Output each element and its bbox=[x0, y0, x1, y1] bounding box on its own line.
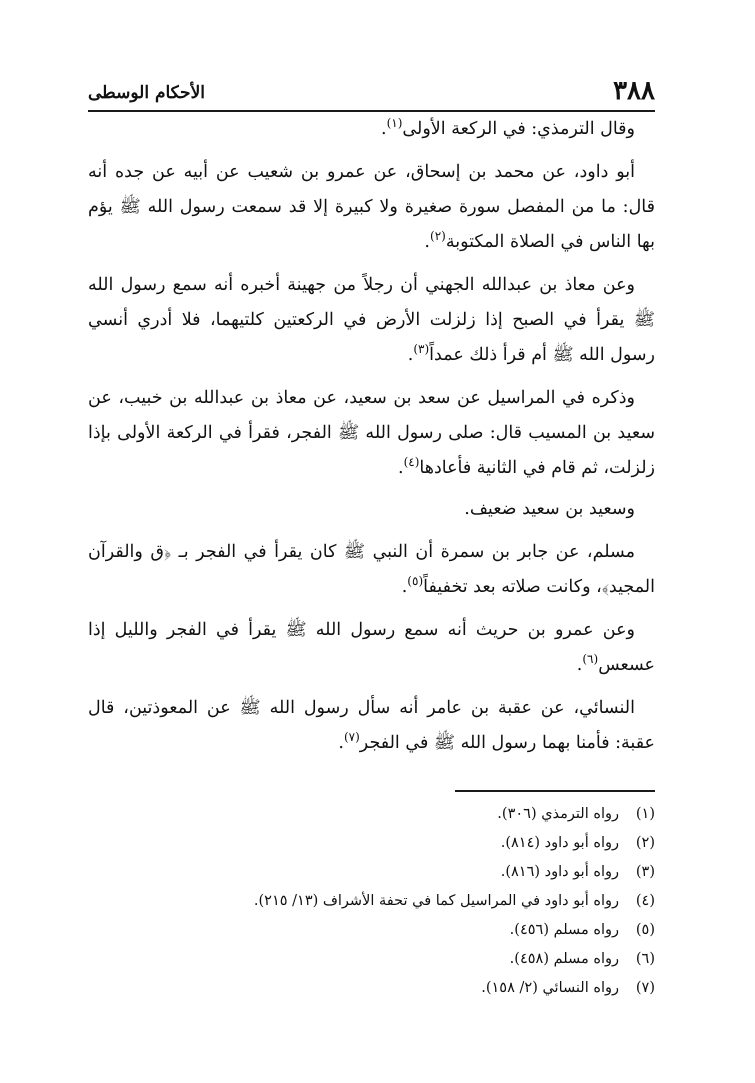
paragraph-text: النسائي، عن عقبة بن عامر أنه سأل رسول الله ﷺ عن المعوذتين، قال عقبة: فأمنا بهما رسول الله ﷺ في الفجر bbox=[88, 698, 655, 753]
paragraph bbox=[88, 613, 655, 683]
footnote-ref: (٧) bbox=[343, 730, 360, 745]
footnotes bbox=[88, 800, 655, 1003]
footnote bbox=[88, 829, 655, 858]
footnote-text: رواه النسائي (٢/ ١٥٨). bbox=[481, 980, 619, 996]
paragraph bbox=[88, 691, 655, 761]
paragraph-tail: . bbox=[338, 733, 344, 753]
footnote-number: (٦) bbox=[635, 951, 655, 967]
footnote bbox=[88, 916, 655, 945]
paragraph bbox=[88, 381, 655, 486]
running-title: الأحكام الوسطى bbox=[88, 83, 205, 103]
footnote-text: رواه مسلم (٤٥٦). bbox=[509, 922, 619, 938]
footnote-text: رواه مسلم (٤٥٨). bbox=[509, 951, 619, 967]
paragraph-text: وعن عمرو بن حريث أنه سمع رسول الله ﷺ يقرأ في الفجر والليل إذا عسعس bbox=[88, 620, 655, 675]
footnote-divider bbox=[455, 790, 655, 792]
footnote-number: (١) bbox=[635, 806, 655, 822]
paragraph-text: وذكره في المراسيل عن سعد بن سعيد، عن معاذ بن عبدالله بن خبيب، عن سعيد بن المسيب قال: صلى رسول الله ﷺ الفجر، فقرأ في الركعة الأولى بإذا زلزلت، ثم قام في الثانية فأعادها bbox=[88, 388, 655, 478]
paragraph bbox=[88, 492, 655, 527]
footnote-ref: (٣) bbox=[413, 342, 430, 357]
footnote bbox=[88, 974, 655, 1003]
footnote-ref: (١) bbox=[386, 116, 403, 131]
footnote-text: رواه أبو داود (٨١٤). bbox=[500, 835, 619, 851]
paragraph-text: مسلم، عن جابر بن سمرة أن النبي ﷺ كان يقرأ في الفجر بـ ﴿ق والقرآن المجيد﴾، وكانت صلاته بعد تخفيفاً bbox=[88, 542, 655, 597]
paragraph-tail: . bbox=[398, 458, 404, 478]
paragraph-text: أبو داود، عن محمد بن إسحاق، عن عمرو بن شعيب عن أبيه عن جده أنه قال: ما من المفصل سورة صغيرة ولا كبيرة إلا قد سمعت رسول الله ﷺ يؤم بها الناس في الصلاة المكتوبة bbox=[88, 162, 655, 252]
paragraph-tail: . bbox=[381, 119, 387, 139]
footnote-ref: (٢) bbox=[430, 229, 446, 244]
footnote-ref: (٥) bbox=[407, 574, 424, 589]
main-text bbox=[88, 112, 655, 769]
paragraph-text: وعن معاذ بن عبدالله الجهني أن رجلاً من جهينة أخبره أنه سمع رسول الله ﷺ يقرأ في الصبح إذا زلزلت الأرض في الركعتين كلتيهما، فلا أدري أنسي رسول الله ﷺ أم قرأ ذلك عمداً bbox=[88, 275, 655, 365]
footnote-text: رواه الترمذي (٣٠٦). bbox=[497, 806, 619, 822]
footnote-text: رواه أبو داود في المراسيل كما في تحفة الأشراف (١٣/ ٢١٥). bbox=[253, 893, 619, 909]
paragraph-text: وسعيد بن سعيد ضعيف. bbox=[464, 499, 635, 519]
paragraph bbox=[88, 268, 655, 373]
footnote-number: (٢) bbox=[635, 835, 655, 851]
footnote bbox=[88, 800, 655, 829]
footnote-text: رواه أبو داود (٨١٦). bbox=[500, 864, 619, 880]
footnote bbox=[88, 858, 655, 887]
paragraph bbox=[88, 535, 655, 605]
paragraph bbox=[88, 112, 655, 147]
paragraph-tail: . bbox=[576, 655, 583, 675]
paragraph bbox=[88, 155, 655, 260]
paragraph-tail: . bbox=[424, 232, 430, 252]
paragraph-tail: . bbox=[407, 345, 414, 365]
paragraph-tail: . bbox=[401, 577, 408, 597]
page-header bbox=[88, 74, 655, 112]
paragraph-text: وقال الترمذي: في الركعة الأولى bbox=[402, 119, 635, 139]
footnote bbox=[88, 887, 655, 916]
page-number: ٣٨٨ bbox=[613, 76, 655, 106]
footnote bbox=[88, 945, 655, 974]
footnote-number: (٥) bbox=[635, 922, 655, 938]
footnote-ref: (٤) bbox=[403, 455, 420, 470]
footnote-number: (٧) bbox=[635, 980, 655, 996]
footnote-number: (٣) bbox=[635, 864, 655, 880]
footnote-number: (٤) bbox=[635, 893, 655, 909]
footnote-ref: (٦) bbox=[582, 652, 599, 667]
